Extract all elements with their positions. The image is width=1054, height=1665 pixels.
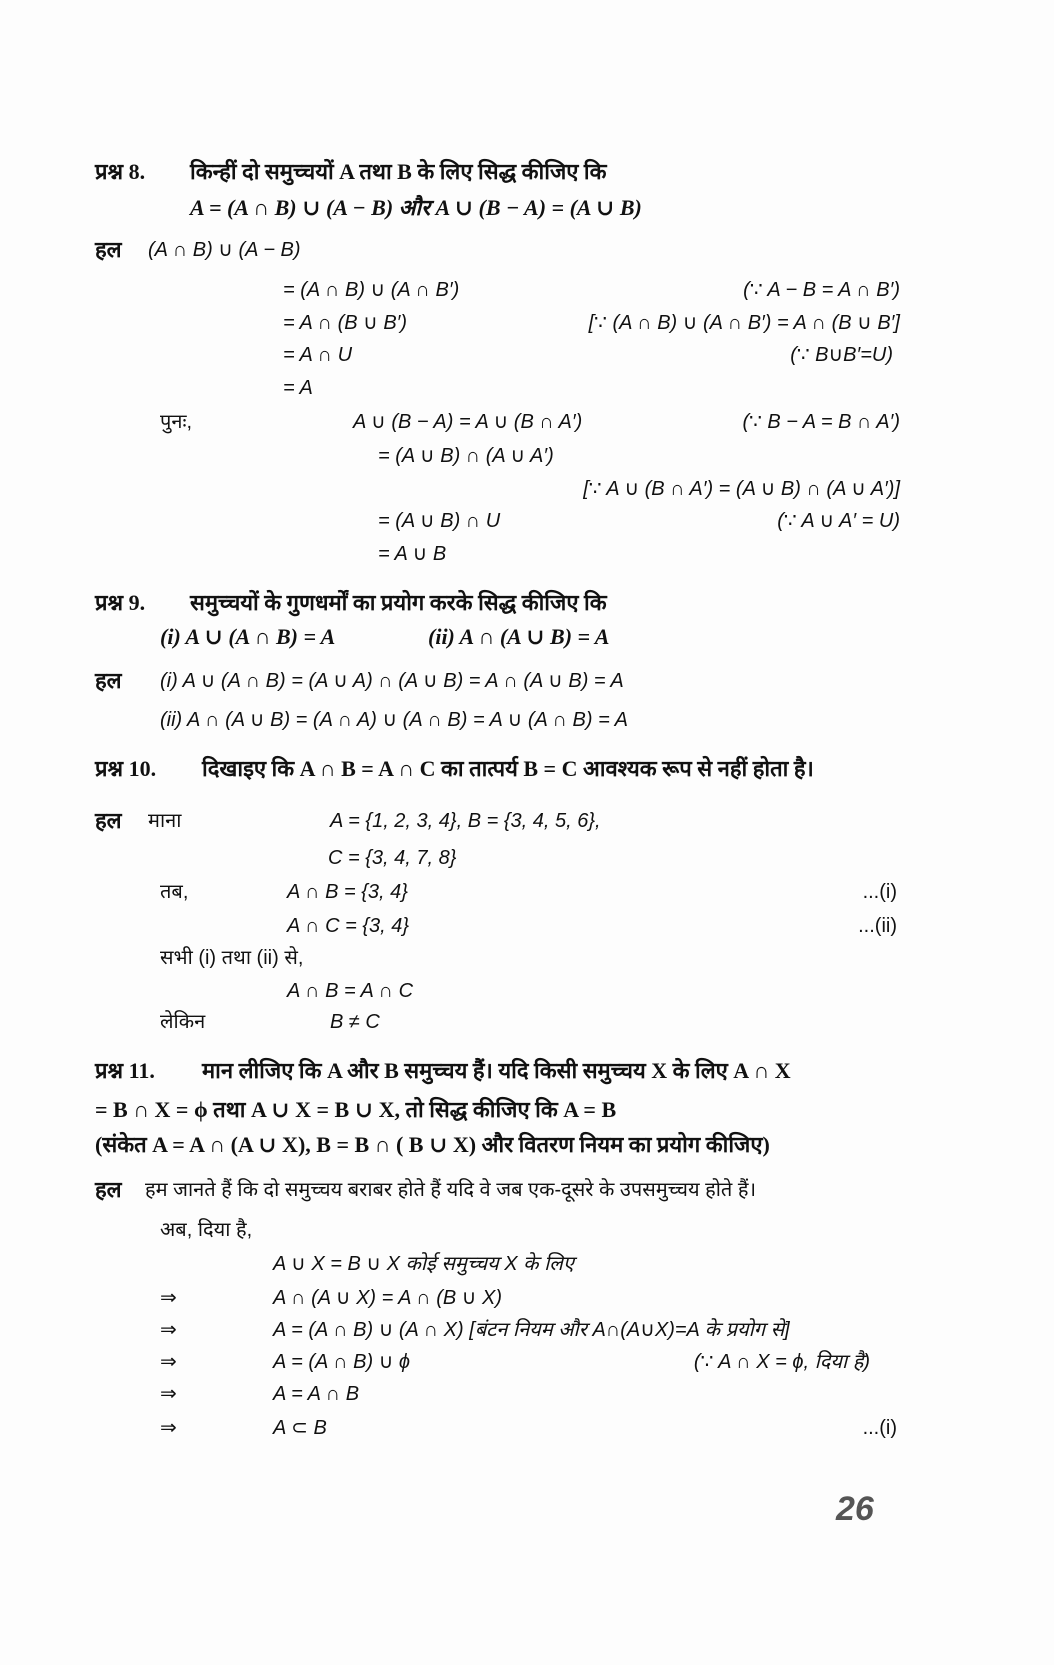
solution-intro: हम जानते हैं कि दो समुच्चय बराबर होते हैं यदि वे जब एक-दूसरे के उपसमुच्चय होते हैं।	[145, 1179, 757, 1201]
step-reason: (∵ A ∪ A′ = U)	[777, 510, 900, 532]
question-11-label: प्रश्न 11.	[95, 1058, 155, 1083]
step-reason: [∵ (A ∩ B) ∪ (A ∩ B′) = A ∩ (B ∪ B′]	[588, 312, 900, 334]
given-expression: A ∪ X = B ∪ X कोई समुच्चय X के लिए	[273, 1253, 574, 1275]
sets-definition: A = {1, 2, 3, 4}, B = {3, 4, 5, 6},	[330, 810, 601, 832]
intersection-ab: A ∩ B = {3, 4}	[287, 881, 408, 903]
step-expr: A ⊂ B	[273, 1417, 327, 1439]
step-expr: A ∩ (A ∪ X) = A ∩ (B ∪ X)	[273, 1287, 502, 1309]
question-11-text: मान लीजिए कि A और B समुच्चय हैं। यदि किसी समुच्चय X के लिए A ∩ X	[202, 1058, 791, 1083]
but-label: लेकिन	[160, 1011, 206, 1033]
question-8-text: किन्हीं दो समुच्चयों A तथा B के लिए सिद्ध कीजिए कि	[190, 159, 607, 184]
equation-ref: ...(ii)	[858, 915, 897, 937]
intersection-ac: A ∩ C = {3, 4}	[287, 915, 410, 937]
given-label: अब, दिया है,	[160, 1219, 253, 1241]
implies-arrow: ⇒	[160, 1417, 177, 1439]
solution-i: (i) A ∪ (A ∩ B) = (A ∪ A) ∩ (A ∪ B) = A ∩ (A ∪ B) = A	[160, 670, 624, 692]
step-expr: = (A ∩ B) ∪ (A ∩ B′)	[283, 279, 460, 301]
step-expr: A = (A ∩ B) ∪ (A ∩ X) [बंटन नियम और A∩(A∪X)=A के प्रयोग से]	[273, 1319, 790, 1341]
again-label: पुनः,	[160, 411, 193, 433]
step-expr: = A	[283, 377, 313, 399]
implies-arrow: ⇒	[160, 1319, 177, 1341]
step-reason: [∵ A ∪ (B ∩ A′) = (A ∪ B) ∩ (A ∪ A′)]	[583, 478, 900, 500]
page-number: 26	[836, 1490, 874, 1528]
solution-label: हल	[95, 668, 122, 693]
solution-ii: (ii) A ∩ (A ∪ B) = (A ∩ A) ∪ (A ∩ B) = A ∪ (A ∩ B) = A	[160, 709, 628, 731]
step-expr: A = A ∩ B	[273, 1383, 360, 1405]
step-reason: (∵ B∪B′=U)	[790, 344, 893, 366]
question-10-text: दिखाइए कि A ∩ B = A ∩ C का तात्पर्य B = C आवश्यक रूप से नहीं होता है।	[202, 756, 814, 781]
equation-ref: ...(i)	[862, 1417, 897, 1439]
then-label: तब,	[160, 881, 189, 903]
question-9-text: समुच्चयों के गुणधर्मों का प्रयोग करके सिद्ध कीजिए कि	[190, 590, 607, 615]
step-expr: A = (A ∩ B) ∪ ϕ	[273, 1351, 411, 1373]
step-reason: (∵ B − A = B ∩ A′)	[742, 411, 900, 433]
implies-arrow: ⇒	[160, 1383, 177, 1405]
implies-arrow: ⇒	[160, 1351, 177, 1373]
question-8-statement: A = (A ∩ B) ∪ (A − B) और A ∪ (B − A) = (A ∪ B)	[190, 195, 642, 220]
question-9-part-ii: (ii) A ∩ (A ∪ B) = A	[428, 624, 610, 649]
question-8-label: प्रश्न 8.	[95, 159, 146, 184]
step-expr: = A ∩ (B ∪ B′)	[283, 312, 408, 334]
implies-arrow: ⇒	[160, 1287, 177, 1309]
solution-label: हल	[95, 808, 122, 833]
question-9-label: प्रश्न 9.	[95, 590, 146, 615]
question-9-part-i: (i) A ∪ (A ∩ B) = A	[160, 624, 336, 649]
solution-label: हल	[95, 1177, 122, 1202]
question-11-text: = B ∩ X = ϕ तथा A ∪ X = B ∪ X, तो सिद्ध कीजिए कि A = B	[95, 1097, 617, 1122]
question-11-hint: (संकेत A = A ∩ (A ∪ X), B = B ∩ ( B ∪ X) और वितरण नियम का प्रयोग कीजिए)	[95, 1132, 770, 1157]
step-expr: = (A ∪ B) ∩ U	[378, 510, 501, 532]
step-reason: (∵ A − B = A ∩ B′)	[743, 279, 900, 301]
equality: A ∩ B = A ∩ C	[287, 980, 414, 1002]
step-expr: A ∪ (B − A) = A ∪ (B ∩ A′)	[353, 411, 583, 433]
let-label: माना	[148, 810, 182, 832]
sets-definition: C = {3, 4, 7, 8}	[328, 847, 457, 869]
step-expr: = (A ∪ B) ∩ (A ∪ A′)	[378, 445, 554, 467]
solution-label: हल	[95, 237, 122, 262]
equation-ref: ...(i)	[862, 881, 897, 903]
solution-start: (A ∩ B) ∪ (A − B)	[148, 239, 301, 261]
question-10-label: प्रश्न 10.	[95, 756, 157, 781]
step-expr: = A ∪ B	[378, 543, 447, 565]
from-label: सभी (i) तथा (ii) से,	[160, 947, 304, 969]
inequality: B ≠ C	[330, 1011, 380, 1033]
step-expr: = A ∩ U	[283, 344, 353, 366]
step-reason: (∵ A ∩ X = ϕ, दिया है)	[693, 1351, 870, 1373]
